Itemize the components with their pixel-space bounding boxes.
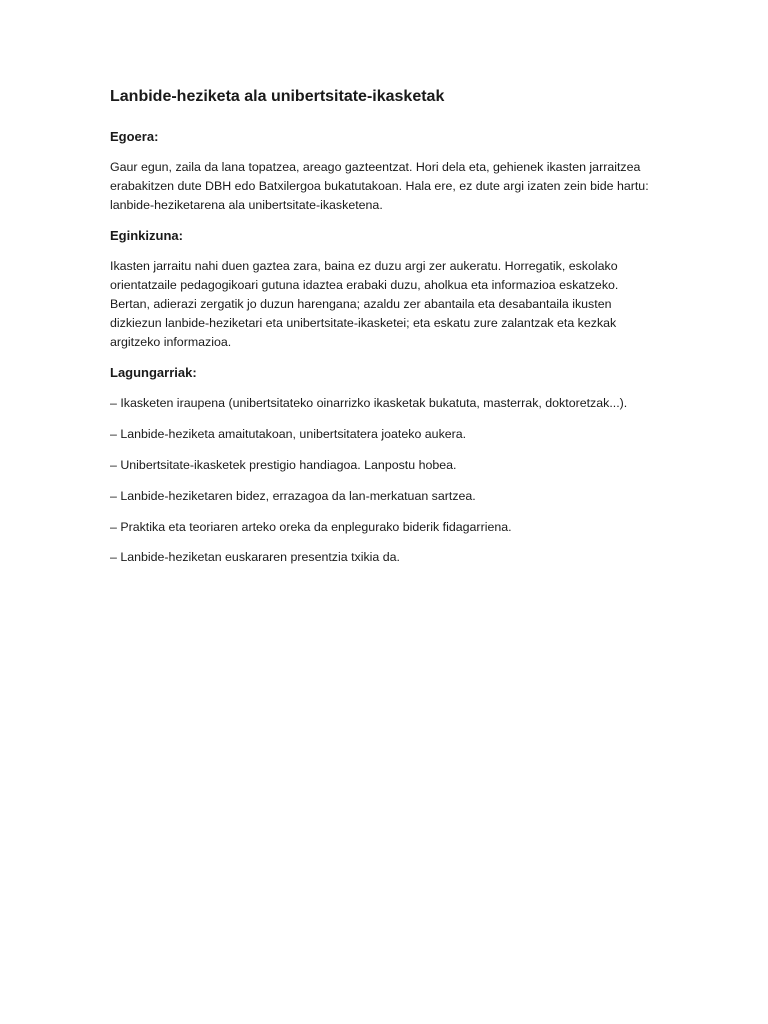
- section-heading-lagungarriak: Lagungarriak:: [110, 365, 197, 381]
- list-item: – Lanbide-heziketan euskararen presentzia txikia da.: [110, 550, 400, 565]
- section-heading-egoera: Egoera:: [110, 129, 159, 144]
- list-item: – Praktika eta teoriaren arteko oreka da enplegurako biderik fidagarriena.: [110, 519, 512, 534]
- paragraph-egoera: Gaur egun, zaila da lana topatzea, areago gazteentzat. Hori dela eta, gehienek ikasten jarraitzea erabakitzen dute DBH edo Batxilergoa bukatutakoan. Hala ere, ez dute argi izaten zein bide hartu: lanbide-heziketarena ala unibertsitate-ikasketena.: [110, 160, 649, 212]
- list-item: – Lanbide-heziketaren bidez, errazagoa da lan-merkatuan sartzea.: [110, 488, 476, 503]
- section-heading-eginkizuna: Eginkizuna:: [110, 228, 183, 244]
- lagungarriak-list: [110, 394, 658, 567]
- list-item: – Ikasketen iraupena (unibertsitateko oinarrizko ikasketak bukatuta, masterrak, doktoretzak...).: [110, 396, 628, 411]
- paragraph-eginkizuna: Ikasten jarraitu nahi duen gaztea zara, baina ez duzu argi zer aukeratu. Horregatik, eskolako orientatzaile pedagogikoari gutuna idaztea erabaki duzu, aholkua eta informazioa eskatzeko. Bertan, adierazi zergatik jo duzun harengana; azaldu zer abantaila eta desabantaila ikusten dizkiezun lanbide-heziketari eta unibertsitate-ikasketei; eta eskatu zure zalantzak eta kezkak argitzeko informazioa.: [110, 259, 619, 349]
- list-item: – Lanbide-heziketa amaitutakoan, unibertsitatera joateko aukera.: [110, 427, 467, 442]
- document-title: Lanbide-heziketa ala unibertsitate-ikasketak: [110, 88, 445, 105]
- list-item: – Unibertsitate-ikasketek prestigio handiagoa. Lanpostu hobea.: [110, 457, 457, 472]
